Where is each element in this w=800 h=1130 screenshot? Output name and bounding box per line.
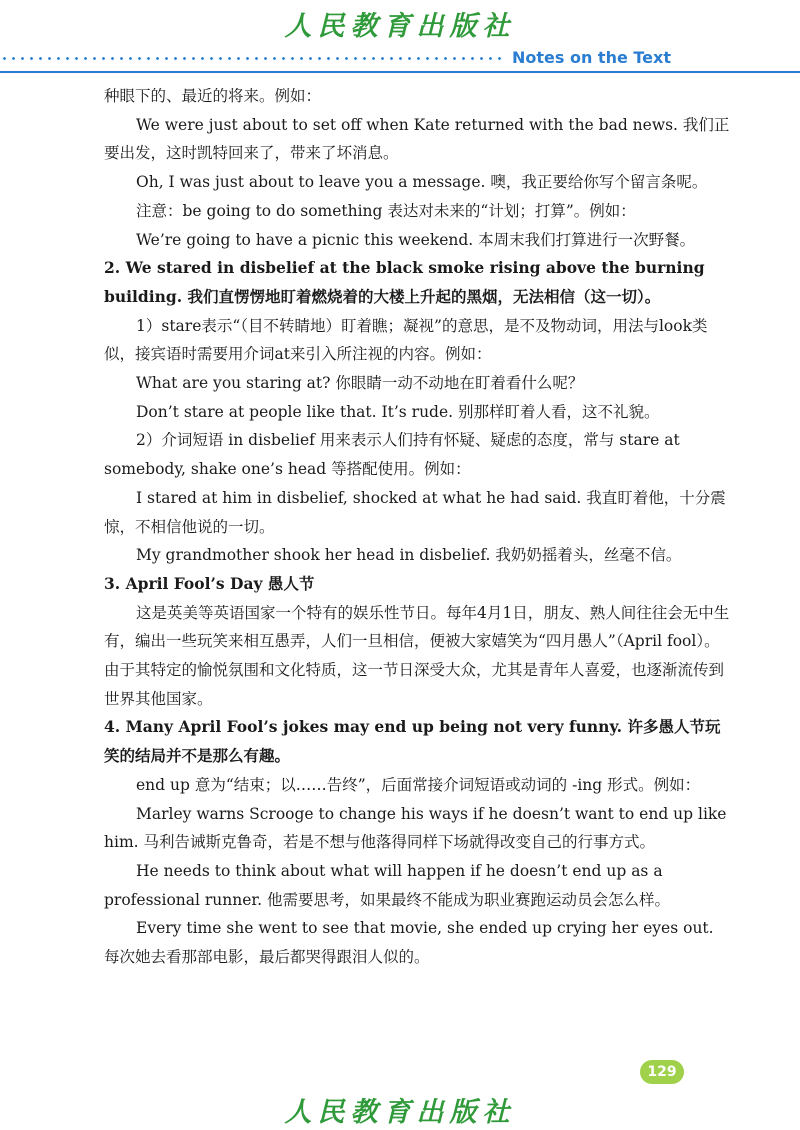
note-heading-3: 3. April Fool’s Day 愚人节 [104,573,315,593]
explanation-paragraph: 1）stare表示“（目不转睛地）盯着瞧；凝视”的意思，是不及物动词，用法与look类似，接宾语时需要用介词at来引入所注视的内容。例如： [104,316,708,364]
example-sentence: He needs to think about what will happen if he doesn’t end up as a professional runner. 他需要思考，如果最终不能成为职业赛跑运动员会怎么样。 [104,861,670,909]
page-body [104,82,730,972]
section-title: Notes on the Text [512,48,671,67]
explanation-paragraph: 这是英美等英语国家一个特有的娱乐性节日。每年4月1日，朋友、熟人间往往会无中生有，编出一些玩笑来相互愚弄，人们一旦相信，便被大家嬉笑为“四月愚人”（April fool）。由于其特定的愉悦氛围和文化特质，这一节日深受大众，尤其是青年人喜爱，也逐渐流传到世界其他国家。 [104,603,730,708]
example-sentence: I stared at him in disbelief, shocked at what he had said. 我直盯着他，十分震惊，不相信他说的一切。 [104,488,726,536]
example-sentence: We’re going to have a picnic this weekend. 本周末我们打算进行一次野餐。 [136,230,696,249]
example-sentence: Oh, I was just about to leave you a message. 噢，我正要给你写个留言条呢。 [136,173,708,192]
explanation-paragraph: end up 意为“结束；以……告终”，后面常接介词短语或动词的 -ing 形式。例如： [136,775,701,794]
note-paragraph: 注意：be going to do something 表达对未来的“计划；打算”。例如： [136,201,636,220]
publisher-logo-bottom: 人民教育出版社 [284,1097,516,1128]
header-dotted-rule [0,57,506,60]
note-heading-4: 4. Many April Fool’s jokes may end up being not very funny. 许多愚人节玩笑的结局并不是那么有趣。 [104,717,721,766]
example-sentence: What are you staring at? 你眼睛一动不动地在盯着看什么呢？ [136,374,584,393]
example-sentence: We were just about to set off when Kate returned with the bad news. 我们正要出发，这时凯特回来了，带来了坏消息。 [104,115,730,163]
example-sentence: My grandmother shook her head in disbelief. 我奶奶摇着头，丝毫不信。 [136,546,682,565]
page-number-badge: 129 [640,1060,684,1084]
example-sentence: Don’t stare at people like that. It’s rude. 别那样盯着人看，这不礼貌。 [136,402,660,421]
explanation-paragraph: 2）介词短语 in disbelief 用来表示人们持有怀疑、疑虑的态度，常与 stare at somebody, shake one’s head 等搭配使用。例如： [104,431,680,479]
example-sentence: Marley warns Scrooge to change his ways if he doesn’t want to end up like him. 马利告诫斯克鲁奇，若是不想与他落得同样下场就得改变自己的行事方式。 [104,804,727,852]
publisher-logo-top: 人民教育出版社 [284,11,516,42]
paragraph: 种眼下的、最近的将来。例如： [104,87,322,105]
note-heading-2: 2. We stared in disbelief at the black smoke rising above the burning building. 我们直愣愣地盯着燃烧着的大楼上升起的黑烟，无法相信（这一切）。 [104,258,705,306]
example-sentence: Every time she went to see that movie, she ended up crying her eyes out. 每次她去看那部电影，最后都哭得跟泪人似的。 [104,919,714,967]
header-rule [0,71,800,73]
